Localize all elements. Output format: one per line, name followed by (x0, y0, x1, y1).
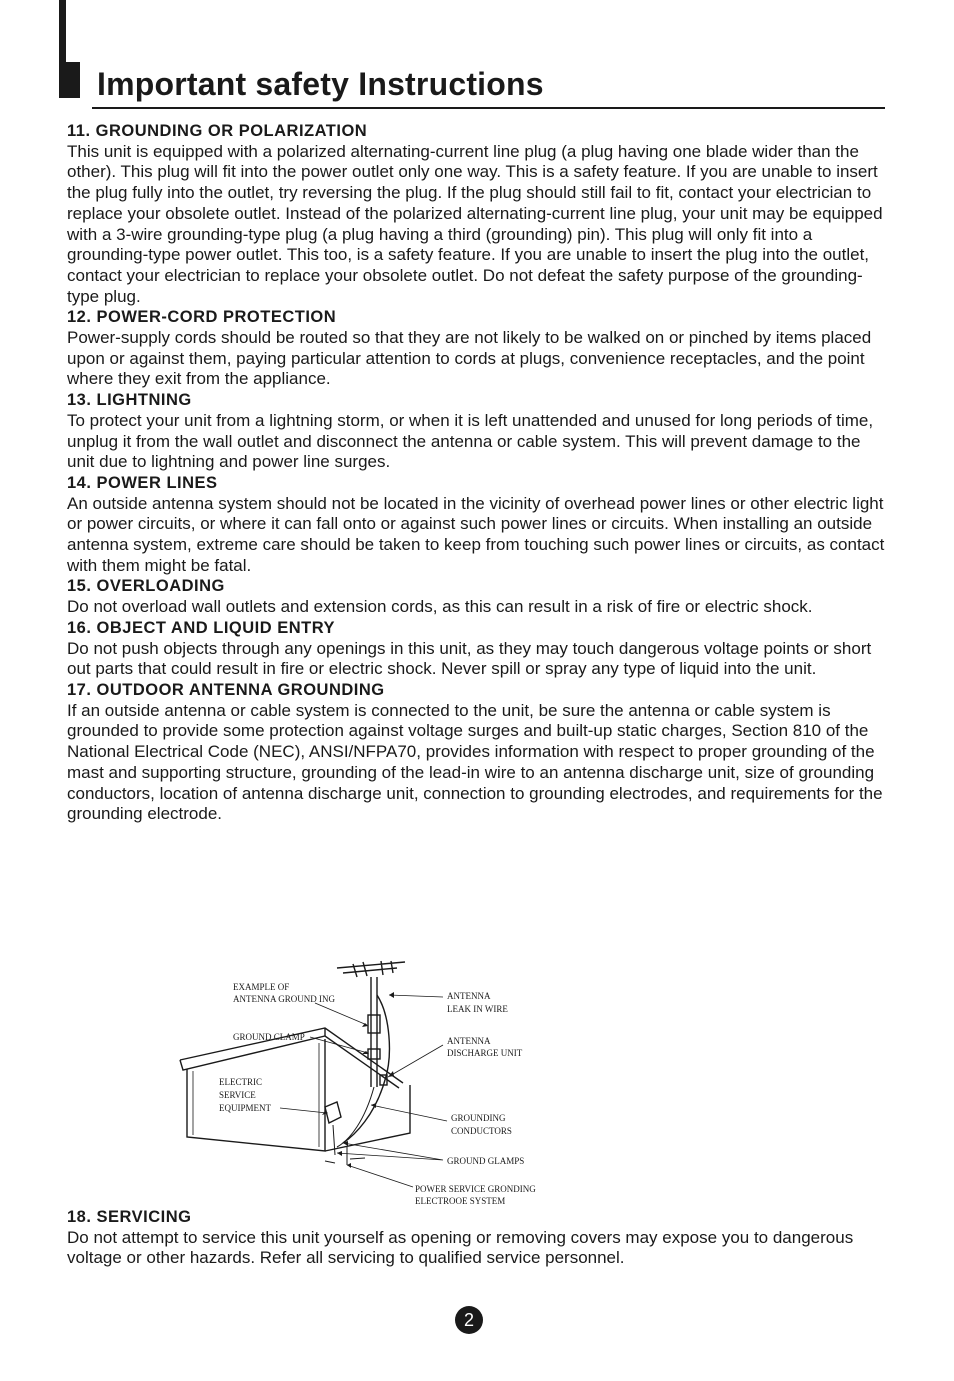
label-grounding-line2: CONDUCTORS (451, 1126, 512, 1136)
antenna-elements (337, 961, 405, 977)
section-heading: 16. OBJECT AND LIQUID ENTRY (67, 618, 336, 637)
header-bar-block (59, 62, 80, 98)
label-example-line2: ANTENNA GROUND ING (233, 994, 335, 1004)
section-heading: 13. LIGHTNING (67, 391, 192, 410)
mast-clamp (368, 1049, 380, 1059)
mast-bracket (368, 1015, 380, 1033)
label-power-service-line1: POWER SERVICE GRONDING (415, 1184, 536, 1194)
section-15 (67, 576, 889, 617)
leader-power-service (347, 1165, 413, 1187)
section-11 (67, 121, 889, 307)
label-example-line1: EXAMPLE OF (233, 982, 290, 992)
title-underline (92, 107, 885, 109)
label-electric-line1: ELECTRIC (219, 1077, 262, 1087)
section-heading: 11. GROUNDING OR POLARIZATION (67, 122, 368, 140)
label-discharge-line2: DISCHARGE UNIT (447, 1048, 523, 1058)
section-heading: 15. OVERLOADING (67, 577, 225, 596)
section-17 (67, 680, 889, 825)
section-16 (67, 618, 889, 680)
section-text: Do not overload wall outlets and extension cords, as this can result in a risk of fire or electric shock. (67, 597, 813, 617)
section-18 (67, 1207, 889, 1269)
section-14 (67, 473, 889, 577)
section-text: Do not attempt to service this unit yourself as opening or removing covers may expose you to dangerous voltage or other hazards. Refer all servicing to qualified service personnel. (67, 1227, 854, 1268)
leader-lead-in (389, 995, 443, 997)
label-electric-line2: SERVICE (219, 1090, 256, 1100)
page-title: Important safety Instructions (97, 66, 544, 102)
house-front-wall (187, 1039, 325, 1151)
section-heading: 14. POWER LINES (67, 473, 218, 492)
label-antenna-lead-line2: LEAK IN WIRE (447, 1004, 508, 1014)
instructions-body (67, 121, 889, 825)
section-text: Power-supply cords should be routed so that they are not likely to be walked on or pinched by items placed upon or against them, paying particular attention to cords at plugs, convenience receptacles, and the point where they exit from the appliance. (67, 328, 872, 389)
section-12 (67, 307, 889, 390)
label-grounding-line1: GROUNDING (451, 1113, 506, 1123)
leader-example (315, 1003, 367, 1025)
section-text: This unit is equipped with a polarized alternating-current line plug (a plug having one blade wider than the other). This plug will fit into the power outlet only one way. This is a safety feature. If you are unable to insert the plug fully into the outlet, try reversing the plug. If the plug should still fail to fit, contact your electrician to replace your obsolete outlet. Instead of the polarized alternating-current line plug, your unit may be equipped with a 3-wire grounding-type plug (a plug having a third (grounding) pin). This plug will only fit into a grounding-type power outlet. This too, is a safety feature. If you are unable to insert the plug into the outlet, contact your electrician to replace your obsolete outlet. Do not defeat the safety purpose of the grounding-type plug. (67, 141, 883, 306)
section-text: Do not push objects through any openings in this unit, as they may touch dangerous voltage points or short out parts that could result in fire or electric shock. Never spill or spray any type of liquid into the unit. (67, 638, 872, 679)
leader-grounding (371, 1105, 447, 1121)
label-electric-line3: EQUIPMENT (219, 1103, 271, 1113)
antenna-grounding-drawing (175, 955, 565, 1210)
label-antenna-lead-line1: ANTENNA (447, 991, 491, 1001)
page-number-badge: 2 (455, 1306, 483, 1334)
label-ground-clamp: GROUND CLAMP (233, 1032, 305, 1042)
header-bar-line (59, 0, 66, 62)
leader-discharge (388, 1045, 443, 1077)
section-text: An outside antenna system should not be located in the vicinity of overhead power lines or other electric light or power circuits, or where it can fall onto or against such power lines or circuits. When installing an outside antenna system, extreme care should be taken to keep from touching such power lines or circuits, as contact with them might be fatal. (67, 493, 885, 575)
service-box (325, 1102, 341, 1123)
leader-electric (280, 1108, 327, 1113)
label-ground-glamps: GROUND GLAMPS (447, 1156, 525, 1166)
roof-eave (180, 1036, 399, 1088)
section-heading: 18. SERVICING (67, 1208, 192, 1226)
section-13 (67, 390, 889, 473)
section-text: To protect your unit from a lightning storm, or when it is left unattended and unused for long periods of time, unplug it from the wall outlet and disconnect the antenna or cable system. This will prevent damage to the unit due to lightning and power line surges. (67, 410, 874, 472)
antenna-grounding-diagram (175, 955, 565, 1210)
label-discharge-line1: ANTENNA (447, 1036, 491, 1046)
label-power-service-line2: ELECTROOE SYSTEM (415, 1196, 506, 1206)
section-heading: 17. OUTDOOR ANTENNA GROUNDING (67, 680, 385, 699)
section-text: If an outside antenna or cable system is connected to the unit, be sure the antenna or cable system is grounded to provide some protection against voltage surges and built-up static charges, Section 810 of the National Electrical Code (NEC), ANSI/NFPA70, provides information with respect to proper grounding of the mast and supporting structure, grounding of the lead-in wire to an antenna discharge unit, size of grounding conductors, location of antenna discharge unit, connection to grounding electrodes, and requirements for the grounding electrode. (67, 700, 883, 824)
section-heading: 12. POWER-CORD PROTECTION (67, 308, 337, 327)
